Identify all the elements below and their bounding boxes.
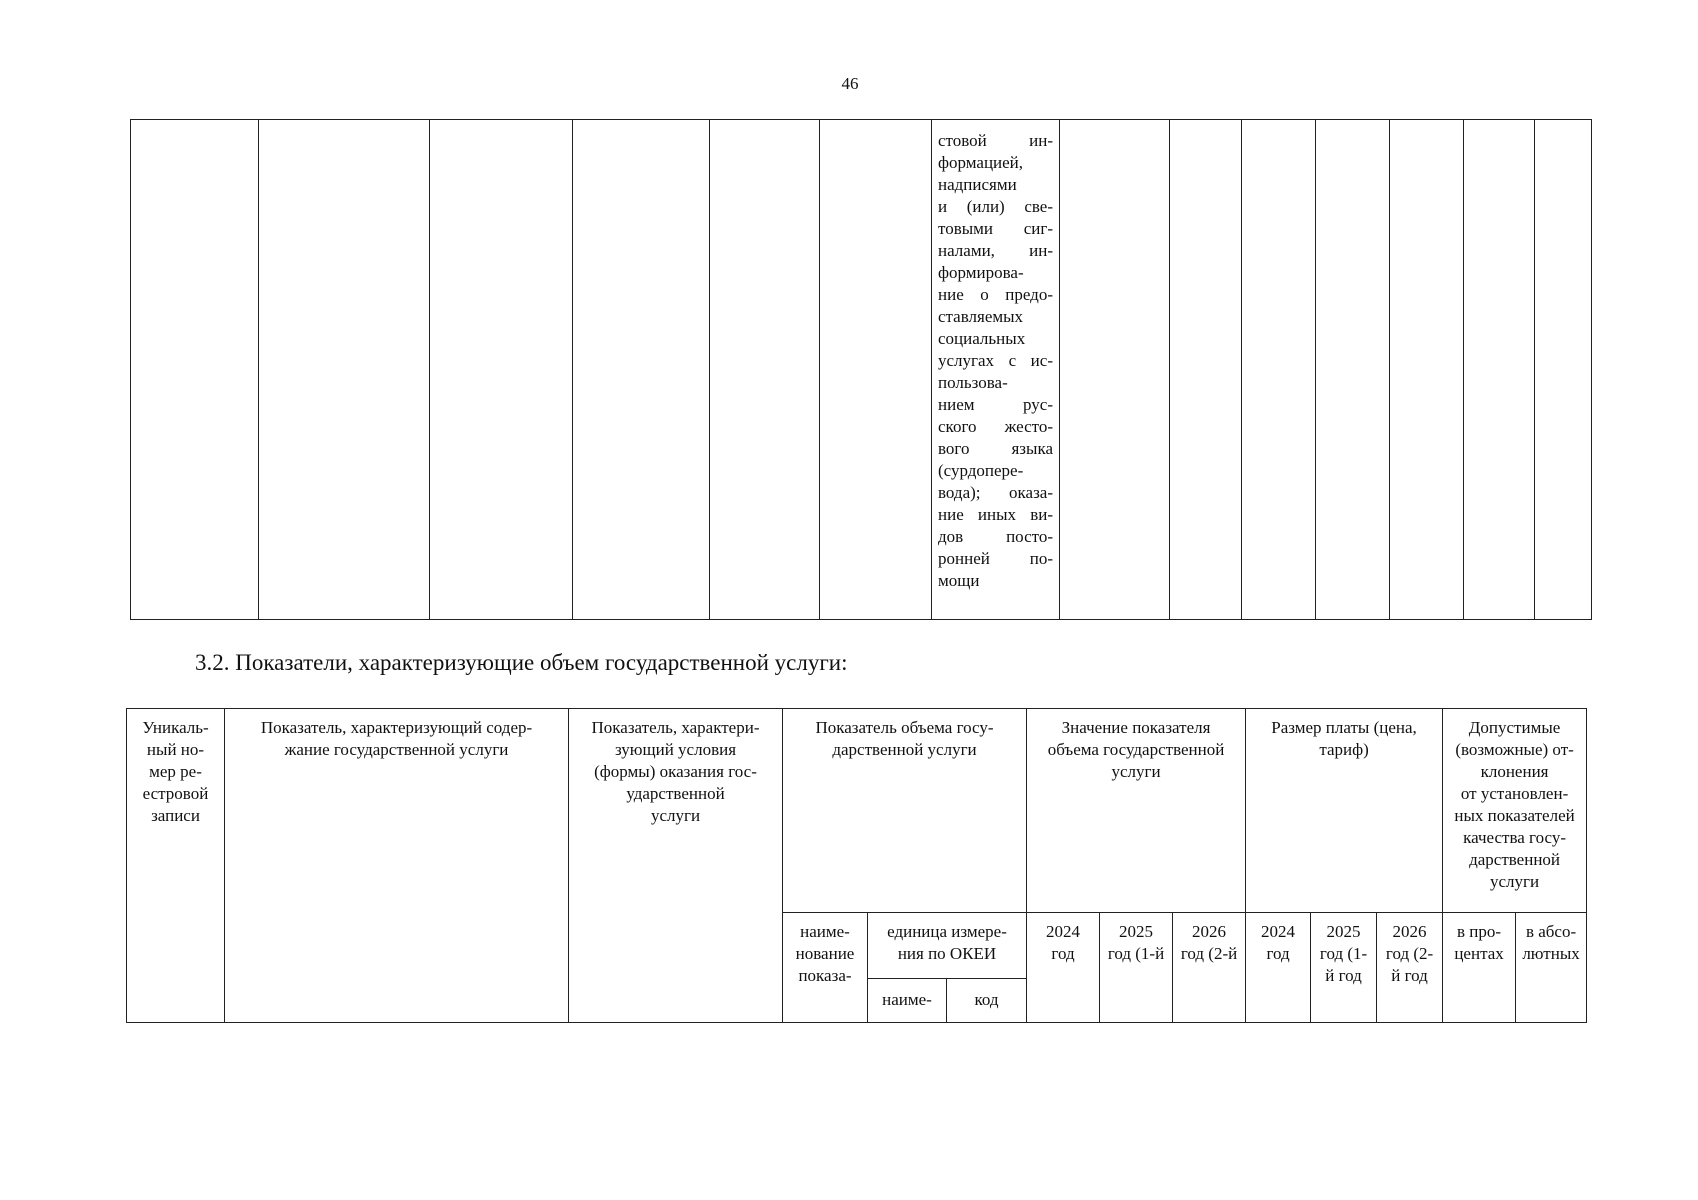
fee-2025-header: 2025 год (1- й год (1311, 913, 1377, 1023)
text-line: формирова- (938, 263, 1024, 282)
text-line: стовой ин- (938, 131, 1053, 150)
value-2026-header: 2026 год (2-й (1173, 913, 1246, 1023)
empty-cell (573, 120, 710, 620)
text-line: ронней по- (938, 549, 1053, 568)
text-line: ние о предо- (938, 285, 1053, 304)
text-line: мощи (938, 571, 980, 590)
value-2024-header: 2024 год (1027, 913, 1100, 1023)
text-cell (932, 120, 1060, 620)
text-line: ставляемых (938, 307, 1024, 326)
indicator-name-header: наиме- нование показа- (783, 913, 868, 1023)
empty-cell (259, 120, 430, 620)
volume-indicators-table (126, 708, 1587, 1023)
empty-cell (820, 120, 932, 620)
text-line: товыми сиг- (938, 219, 1053, 238)
empty-cell (430, 120, 573, 620)
fee-2024-header: 2024 год (1246, 913, 1311, 1023)
text-line: пользова- (938, 373, 1008, 392)
text-line: (сурдопере- (938, 461, 1024, 480)
section-heading: 3.2. Показатели, характеризующие объем государственной услуги: (195, 650, 848, 675)
text-line: услугах с ис- (938, 351, 1053, 370)
text-line: дов посто- (938, 527, 1053, 546)
empty-cell (1316, 120, 1390, 620)
okei-name-header: наиме- (868, 979, 947, 1023)
empty-cell (1535, 120, 1592, 620)
text-line: нием рус- (938, 395, 1053, 414)
text-line: и (или) све- (938, 197, 1053, 216)
text-line: вого языка (938, 439, 1053, 458)
okei-code-header: код (947, 979, 1027, 1023)
percent-header: в про- центах (1443, 913, 1516, 1023)
value-2025-header: 2025 год (1-й (1100, 913, 1173, 1023)
text-line: надписями (938, 175, 1017, 194)
volume-value-header: Значение показателя объема государственной услуги (1027, 709, 1246, 913)
text-line: вода); оказа- (938, 483, 1053, 502)
empty-cell (1060, 120, 1170, 620)
volume-indicator-header: Показатель объема госу- дарственной услуги (783, 709, 1027, 913)
text-line: ского жесто- (938, 417, 1053, 436)
absolute-header: в абсо- лютных (1516, 913, 1587, 1023)
fee-header: Размер платы (цена, тариф) (1246, 709, 1443, 913)
text-line: социальных (938, 329, 1026, 348)
conditions-indicator-header: Показатель, характери- зующий условия (формы) оказания гос- ударственной услуги (569, 709, 783, 1023)
empty-cell (131, 120, 259, 620)
empty-cell (1242, 120, 1316, 620)
text-line: ние иных ви- (938, 505, 1053, 524)
content-indicator-header: Показатель, характеризующий содер- жание государственной услуги (225, 709, 569, 1023)
fee-2026-header: 2026 год (2- й год (1377, 913, 1443, 1023)
unique-number-header: Уникаль- ный но- мер ре- естровой записи (127, 709, 225, 1023)
text-line: формацией, (938, 153, 1024, 172)
empty-cell (1390, 120, 1464, 620)
deviations-header: Допустимые (возможные) от- клонения от установлен- ных показателей качества госу- дарственной услуги (1443, 709, 1587, 913)
okei-unit-header: единица измере- ния по ОКЕИ (868, 913, 1027, 979)
page-number: 46 (841, 74, 859, 93)
empty-cell (1170, 120, 1242, 620)
empty-cell (710, 120, 820, 620)
text-line: налами, ин- (938, 241, 1053, 260)
empty-cell (1464, 120, 1535, 620)
top-table (130, 119, 1592, 620)
